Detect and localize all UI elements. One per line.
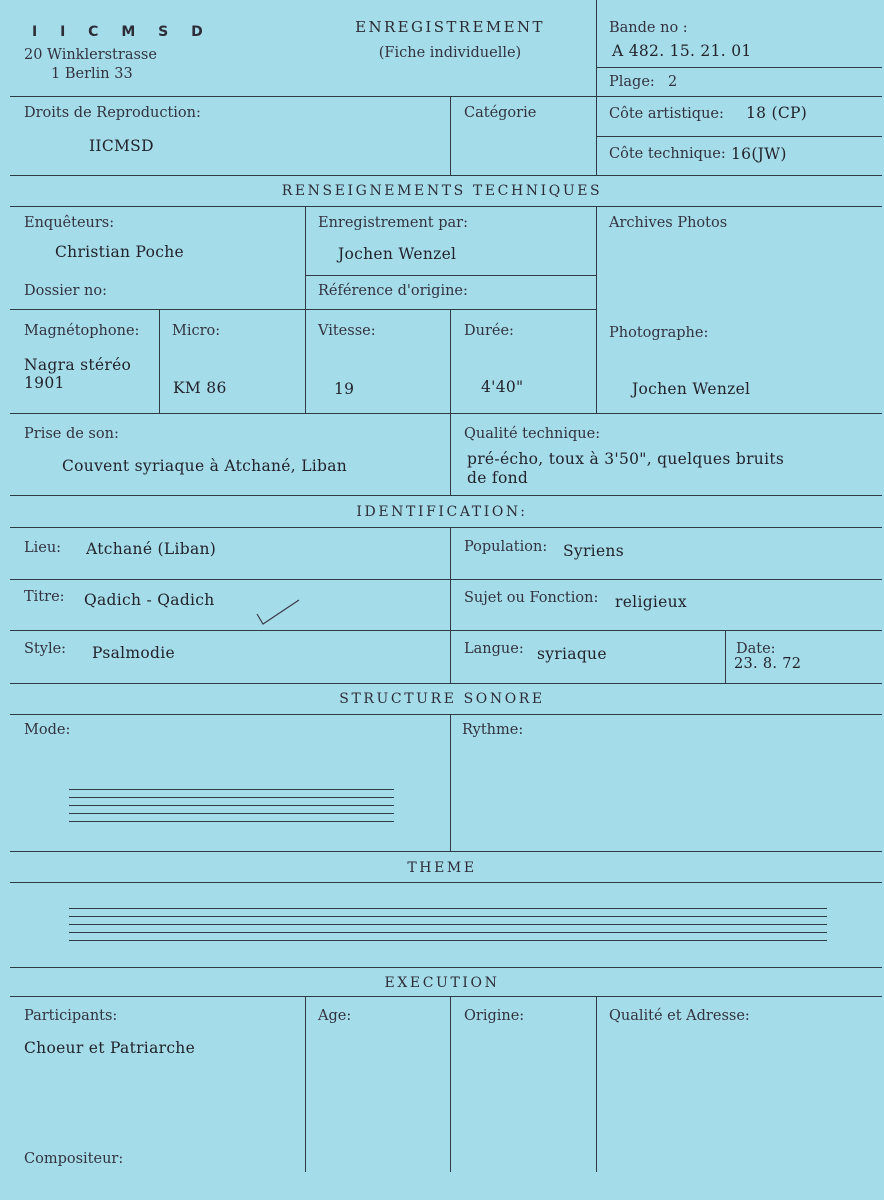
cote-artistique-label: Côte artistique:: [609, 106, 724, 122]
duree-value: 4'40": [481, 378, 524, 396]
rule-structure-title: [10, 714, 882, 715]
plage-label: Plage:: [609, 74, 655, 90]
sujet-value: religieux: [615, 593, 687, 611]
rule-style-bottom: [10, 683, 882, 684]
cote-technique-label: Côte technique:: [609, 146, 726, 162]
vrule-technique-left: [305, 206, 306, 413]
vrule-rythme: [450, 714, 451, 851]
categorie-label: Catégorie: [464, 105, 537, 121]
micro-label: Micro:: [172, 323, 221, 339]
micro-value: KM 86: [173, 379, 227, 397]
rule-rights-bottom: [10, 175, 882, 176]
date-label: Date:: [736, 641, 776, 657]
titre-value: Qadich - Qadich: [84, 591, 215, 609]
rule-identification-title: [10, 527, 882, 528]
section-execution-title: EXECUTION: [384, 975, 500, 991]
age-label: Age:: [318, 1008, 352, 1024]
sujet-label: Sujet ou Fonction:: [464, 590, 599, 606]
mode-label: Mode:: [24, 722, 71, 738]
rule-bande-plage: [596, 67, 882, 68]
enqueteurs-label: Enquêteurs:: [24, 215, 115, 231]
rule-prise-bottom: [10, 495, 882, 496]
section-structure-title: STRUCTURE SONORE: [339, 691, 545, 707]
rule-cote: [596, 136, 882, 137]
org-name: I I C M S D: [32, 24, 212, 40]
qualite-adresse-label: Qualité et Adresse:: [609, 1008, 750, 1024]
rythme-label: Rythme:: [462, 722, 524, 738]
rule-enreg-ref: [305, 275, 596, 276]
qualite-technique-label: Qualité technique:: [464, 426, 601, 442]
style-label: Style:: [24, 641, 67, 657]
vrule-identification: [450, 527, 451, 683]
vrule-origine: [450, 996, 451, 1172]
checkmark-icon: [255, 596, 301, 626]
section-identification-title: IDENTIFICATION:: [356, 504, 528, 520]
section-theme-title: THEME: [407, 860, 477, 876]
titre-label: Titre:: [24, 589, 65, 605]
style-value: Psalmodie: [92, 644, 175, 662]
vitesse-label: Vitesse:: [318, 323, 376, 339]
population-value: Syriens: [563, 542, 624, 560]
vrule-age: [305, 996, 306, 1172]
vrule-qualite: [450, 413, 451, 495]
form-title: ENREGISTREMENT: [355, 18, 545, 36]
qualite-technique-value-2: de fond: [467, 469, 529, 487]
vrule-micro: [159, 309, 160, 413]
origine-label: Origine:: [464, 1008, 525, 1024]
vrule-date: [725, 630, 726, 683]
langue-value: syriaque: [537, 645, 607, 663]
rule-technique-title: [10, 206, 882, 207]
magnetophone-label: Magnétophone:: [24, 323, 140, 339]
prise-label: Prise de son:: [24, 426, 119, 442]
rule-theme-bottom: [10, 967, 882, 968]
langue-label: Langue:: [464, 641, 524, 657]
photographe-label: Photographe:: [609, 325, 709, 341]
rule-structure-bottom: [10, 851, 882, 852]
participants-value: Choeur et Patriarche: [24, 1039, 196, 1057]
cote-artistique-value: 18 (CP): [746, 104, 808, 122]
lieu-value: Atchané (Liban): [86, 540, 217, 558]
duree-label: Durée:: [464, 323, 514, 339]
org-street: 20 Winklerstrasse: [24, 47, 157, 63]
rule-titre-bottom: [10, 630, 882, 631]
rule-dossier-bottom: [10, 309, 596, 310]
cote-technique-value: 16(JW): [731, 145, 787, 163]
vrule-duree: [450, 309, 451, 413]
reference-label: Référence d'origine:: [318, 283, 468, 299]
vitesse-value: 19: [334, 380, 355, 398]
rule-header-bottom: [10, 96, 882, 97]
archives-photos-label: Archives Photos: [609, 215, 728, 231]
rule-theme-title: [10, 882, 882, 883]
enqueteurs-value: Christian Poche: [55, 243, 184, 261]
bande-value: A 482. 15. 21. 01: [612, 42, 752, 60]
population-label: Population:: [464, 539, 548, 555]
qualite-technique-value-1: pré-écho, toux à 3'50", quelques bruits: [467, 450, 785, 468]
vrule-categorie: [450, 96, 451, 175]
magnetophone-value-2: 1901: [24, 374, 65, 392]
date-value: 23. 8. 72: [734, 656, 802, 672]
rule-execution-title: [10, 996, 882, 997]
participants-label: Participants:: [24, 1008, 118, 1024]
rule-equipment-bottom: [10, 413, 882, 414]
compositeur-label: Compositeur:: [24, 1151, 124, 1167]
enregistrement-label: Enregistrement par:: [318, 215, 468, 231]
magnetophone-value-1: Nagra stéréo: [24, 356, 132, 374]
prise-value: Couvent syriaque à Atchané, Liban: [62, 457, 348, 475]
form-subtitle: (Fiche individuelle): [378, 45, 522, 61]
vrule-qualite-adresse: [596, 996, 597, 1172]
vrule-technique-right: [596, 206, 597, 413]
lieu-label: Lieu:: [24, 540, 62, 556]
droits-value: IICMSD: [89, 137, 154, 155]
dossier-label: Dossier no:: [24, 283, 107, 299]
photographe-value: Jochen Wenzel: [632, 380, 751, 398]
plage-value: 2: [668, 74, 678, 90]
rule-lieu-bottom: [10, 579, 882, 580]
droits-label: Droits de Reproduction:: [24, 105, 201, 121]
bande-label: Bande no :: [609, 20, 688, 36]
enregistrement-value: Jochen Wenzel: [338, 245, 457, 263]
section-technique-title: RENSEIGNEMENTS TECHNIQUES: [281, 183, 603, 199]
org-city: 1 Berlin 33: [51, 66, 133, 82]
